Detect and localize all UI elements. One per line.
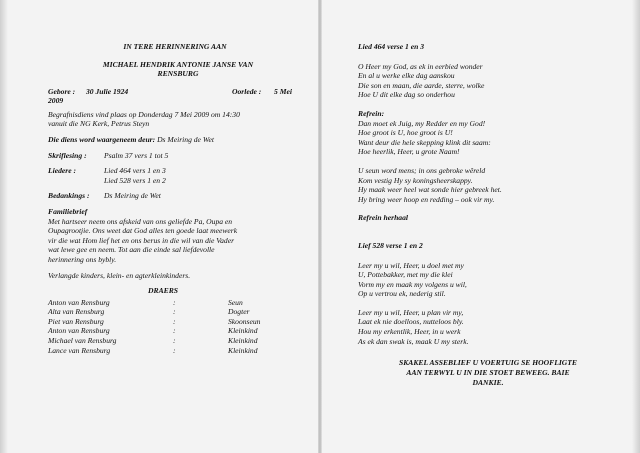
song2-title: Lief 528 verse 1 en 2 — [358, 240, 423, 250]
died-date: 5 Mei — [274, 86, 292, 96]
pallbearer-row — [48, 326, 308, 336]
service-row — [48, 135, 308, 145]
family-letter-line: Oupagrootjie. Ons weet dat God alles ten goede laat meewerk — [48, 226, 238, 236]
right-page — [358, 42, 618, 388]
songs-label: Liedere : — [48, 166, 77, 176]
songs-values — [104, 166, 166, 185]
refrain-repeat: Refrein herhaal — [358, 213, 408, 223]
pallbearer-row — [48, 298, 308, 308]
pallbearer-name: Anton van Rensburg — [48, 326, 110, 336]
died-label: Oorlede : — [232, 86, 262, 96]
pallbearer-name: Alta van Rensburg — [48, 307, 105, 317]
funeral-line2: vanuit die NG Kerk, Petrus Steyn — [48, 119, 150, 129]
verse-line: Hy bring weer hoop en redding – ook vir my. — [358, 194, 495, 204]
pallbearer-row — [48, 317, 308, 327]
notice-line: SKAKEL ASSEBLIEF U VOERTUIG SE HOOFLIGTE — [398, 358, 577, 368]
family-letter-line: vir die wat Hom lief het en ons berus in die wil van die Vader — [48, 235, 235, 245]
verse-line: As ek dan swak is, maak U my sterk. — [358, 336, 469, 346]
verse-line: Leer my u wil, Heer, u doel met my — [358, 260, 464, 270]
pallbearer-relation: Skoonseun — [228, 316, 261, 326]
born-label: Gebore : — [48, 86, 76, 96]
scripture-label: Skriflesing : — [48, 150, 87, 160]
service-label: Die diens word waargeneem deur: — [48, 134, 156, 144]
service-value: Ds Meiring de Wet — [157, 134, 214, 144]
pallbearer-colon: : — [173, 345, 176, 355]
scripture-row — [48, 151, 308, 161]
pallbearer-row — [48, 336, 308, 346]
refrain-line: Hoe groot is U, hoe groot is U! — [358, 128, 453, 138]
paper-edge-right — [632, 0, 640, 453]
pallbearer-name: Anton van Rensburg — [48, 297, 110, 307]
pallbearer-colon: : — [173, 297, 176, 307]
refrain-line: Want deur die hele skepping klink dit saam: — [358, 137, 491, 147]
verse-line: Hy maak weer heel wat sonde hier gebreek het. — [358, 185, 502, 195]
verse-line: Kom vestig Hy sy koningsheerskappy. — [358, 175, 473, 185]
song-value-2: Lied 528 vers 1 en 2 — [104, 175, 166, 185]
verse-line: Hou my erkentlik, Heer, in u werk — [358, 327, 461, 337]
refrain-line: Hoe heerlik, Heer, u grote Naam! — [358, 147, 460, 157]
pallbearer-relation: Dogter — [228, 307, 250, 317]
verse-line: Vorm my en maak my volgens u wil, — [358, 279, 467, 289]
song-value-1: Lied 464 vers 1 en 3 — [104, 166, 166, 176]
family-letter — [48, 217, 308, 265]
thanks-label: Bedankings : — [48, 191, 90, 201]
verse-line: Hoe U dit elke dag so onderhou — [358, 90, 455, 100]
notice-line: AAN TERWYL U IN DIE STOET BEWEEG. BAIE — [406, 368, 570, 378]
pallbearer-colon: : — [173, 316, 176, 326]
notice-line: DANKIE. — [472, 377, 504, 387]
paper-edge-left — [0, 0, 8, 453]
verse-line: En al u werke elke dag aanskou — [358, 71, 455, 81]
deceased-name-line1: MICHAEL HENDRIK ANTONIE JANSE VAN — [102, 59, 254, 69]
thanks-row — [48, 191, 308, 201]
left-page — [48, 42, 308, 355]
verse-line: U seun word mens; in ons gebroke wêreld — [358, 165, 486, 175]
refrain-title: Refrein: — [358, 108, 385, 118]
deceased-name-line2: RENSBURG — [157, 69, 199, 79]
born-date: 30 Julie 1924 — [86, 86, 129, 96]
pallbearer-name: Piet van Rensburg — [48, 316, 104, 326]
verse-line: Die son en maan, die aarde, sterre, wolke — [358, 80, 485, 90]
pallbearer-colon: : — [173, 307, 176, 317]
pallbearer-relation: Kleinkind — [228, 345, 258, 355]
pallbearer-name: Lance van Rensburg — [48, 345, 111, 355]
funeral-line1: Begrafnisdiens vind plaas op Donderdag 7 Mei 2009 om 14:30 — [48, 109, 240, 119]
scripture-value: Psalm 37 vers 1 tot 5 — [104, 150, 169, 160]
verse-2 — [358, 166, 618, 204]
family-letter-line: herinnering ons bybly. — [48, 254, 117, 264]
pallbearer-row — [48, 346, 308, 356]
center-fold — [318, 0, 322, 453]
family-letter-line: Met hartseer neem ons afskeid van ons geliefde Pa, Oupa en — [48, 216, 233, 226]
pallbearer-colon: : — [173, 326, 176, 336]
pallbearers-list — [48, 298, 308, 356]
died-year: 2009 — [48, 95, 64, 105]
pallbearer-relation: Kleinkind — [228, 336, 258, 346]
pallbearers-title: DRAERS — [148, 286, 178, 296]
memorial-heading: IN TERE HERINNERING AAN — [123, 42, 227, 51]
family-letter-line: wat lewe gee en neem. Tot aan die einde sal liefdevolle — [48, 245, 215, 255]
songs-row — [48, 166, 308, 185]
verse-line: O Heer my God, as ek in eerbied wonder — [358, 61, 483, 71]
family-letter-title: Familiebrief — [48, 206, 88, 216]
verse-line: Leer my u wil, Heer, u plan vir my, — [358, 307, 464, 317]
refrain-line: Dan moet ek Juig, my Redder en my God! — [358, 118, 486, 128]
pallbearer-relation: Kleinkind — [228, 326, 258, 336]
song1-title: Lied 464 verse 1 en 3 — [358, 42, 425, 51]
family-signature: Verlangde kinders, klein- en agterkleinkinders. — [48, 270, 191, 280]
refrain — [358, 119, 618, 157]
pallbearer-colon: : — [173, 336, 176, 346]
pallbearer-row — [48, 307, 308, 317]
verse-3 — [358, 261, 618, 299]
pallbearer-name: Michael van Rensburg — [48, 336, 117, 346]
headlights-notice — [358, 358, 618, 387]
verse-line: Op u vertrou ek, nederig stil. — [358, 289, 446, 299]
verse-1 — [358, 62, 618, 100]
verse-line: U, Pottebakker, met my die klei — [358, 270, 453, 280]
verse-line: Laat ek nie doelloos, nutteloos bly. — [358, 317, 464, 327]
verse-4 — [358, 308, 618, 346]
dates-block — [48, 87, 308, 106]
pallbearer-relation: Seun — [228, 297, 243, 307]
thanks-value: Ds Meiring de Wet — [104, 191, 161, 201]
